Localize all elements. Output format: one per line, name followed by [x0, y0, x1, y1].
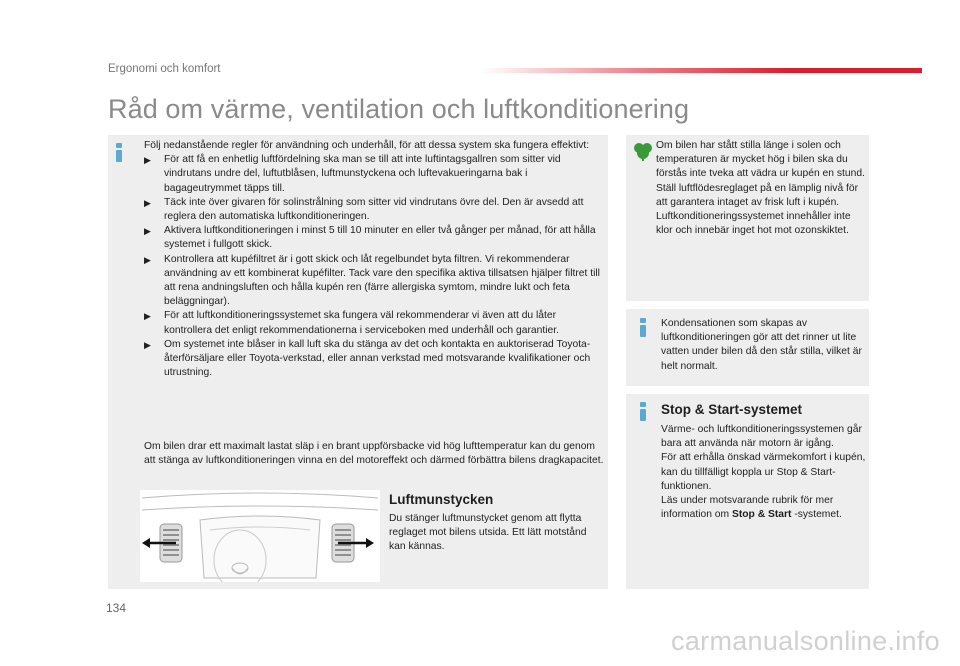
section-label: Ergonomi och komfort [108, 63, 221, 75]
rules-list [144, 153, 604, 380]
vents-heading: Luftmunstycken [389, 492, 494, 507]
towing-paragraph: Om bilen drar ett maximalt lastat släp i en brant uppförsbacke vid hög lufttemperatur kan du genom att stänga av luftkonditioneringen vinna en del motoreffekt och därmed förbättra bilens dragkapacitet. [144, 441, 604, 467]
page-title: Råd om värme, ventilation och luftkonditionering [108, 94, 690, 124]
stop-start-text: Värme- och luftkonditioneringssystemen går bara att använda när motorn är igång. För att erhålla önskad värmekomfort i kupén, kan du tillfälligt koppla ur Stop & Start-funktionen. Läs under motsvarande rubrik för mer information om Stop & Start -systemet. [661, 424, 866, 521]
stop-start-heading: Stop & Start-systemet [661, 402, 803, 417]
bullet-icon: ▶ [144, 226, 151, 237]
rule-item: ▶ För att luftkonditioneringssystemet ska fungera väl rekommenderar vi även att du låter kontrollera det enligt rekommendationerna i serviceboken med underhåll och garantier. [144, 310, 559, 336]
rules-block [144, 139, 604, 380]
bullet-icon: ▶ [144, 339, 151, 350]
rules-intro: Följ nedanstående regler för användning och underhåll, för att dessa system ska fungera effektivt: [144, 140, 590, 151]
header-accent-bar [480, 68, 922, 73]
stop-start-reference: Stop & Start [731, 509, 792, 521]
condensation-text: Kondensationen som skapas av luftkonditioneringen gör att det rinner ut lite vatten under bilen då den står stilla, vilket är helt normalt. [661, 318, 862, 372]
dashboard-vents-illustration [140, 490, 380, 582]
rule-item: ▶ Om systemet inte blåser in kall luft ska du stänga av det och kontakta en auktoriserad Toyota-återförsäljare eller Toyota-verkstad, eller annan verkstad med motsvarande kvalifikationer och utrustning. [144, 338, 591, 379]
rule-item: ▶ Aktivera luftkonditioneringen i minst 5 till 10 minuter en eller två gånger per månad, för att hålla systemet i fullgott skick. [144, 225, 596, 251]
vents-text: Du stänger luftmunstycket genom att flytta reglaget mot bilens utsida. Ett lätt motstånd kan kännas. [389, 513, 587, 553]
bullet-icon: ▶ [144, 197, 151, 208]
bullet-icon: ▶ [144, 155, 151, 166]
page-number: 134 [106, 601, 127, 615]
rule-item: ▶ Täck inte över givaren för solinstrålning som sitter vid vindrutans övre del. Den är avsedd att reglera den automatiska luftkonditioneringen. [144, 196, 584, 223]
bullet-icon: ▶ [144, 254, 151, 265]
bullet-icon: ▶ [144, 311, 151, 322]
watermark: carmanualsonline.info [671, 626, 940, 656]
hot-car-text: Om bilen har stått stilla länge i solen och temperaturen är mycket hög i bilen ska du förstås inte tveka att vädra ur kupén en stund. Ställ luftflödesreglaget på en lämplig nivå för att garantera intaget av frisk luft i kupén. Luftkonditioneringssystemet innehåller inte klor och innebär inget hot mot ozonskiktet. [656, 140, 865, 237]
rule-item: ▶ Kontrollera att kupéfiltret är i gott skick och låt regelbundet byta filtren. Vi rekommenderar användning av ett kombinerat kupéfilter. Tack vare den specifika aktiva tillsatsen hjälper filtret till att rena andningsluften och hålla kupén ren (färre allergiska symtom, mindre lukt och feta beläggningar). [144, 253, 600, 308]
rule-item: ▶ För att få en enhetlig luftfördelning ska man se till att inte luftintagsgallren som sitter vid vindrutans undre del, luftutblåsen, luftmunstyckena och luftevakueringarna bak i bagageutrymmet täpps till. [144, 154, 561, 194]
leaf-icon [633, 141, 653, 161]
